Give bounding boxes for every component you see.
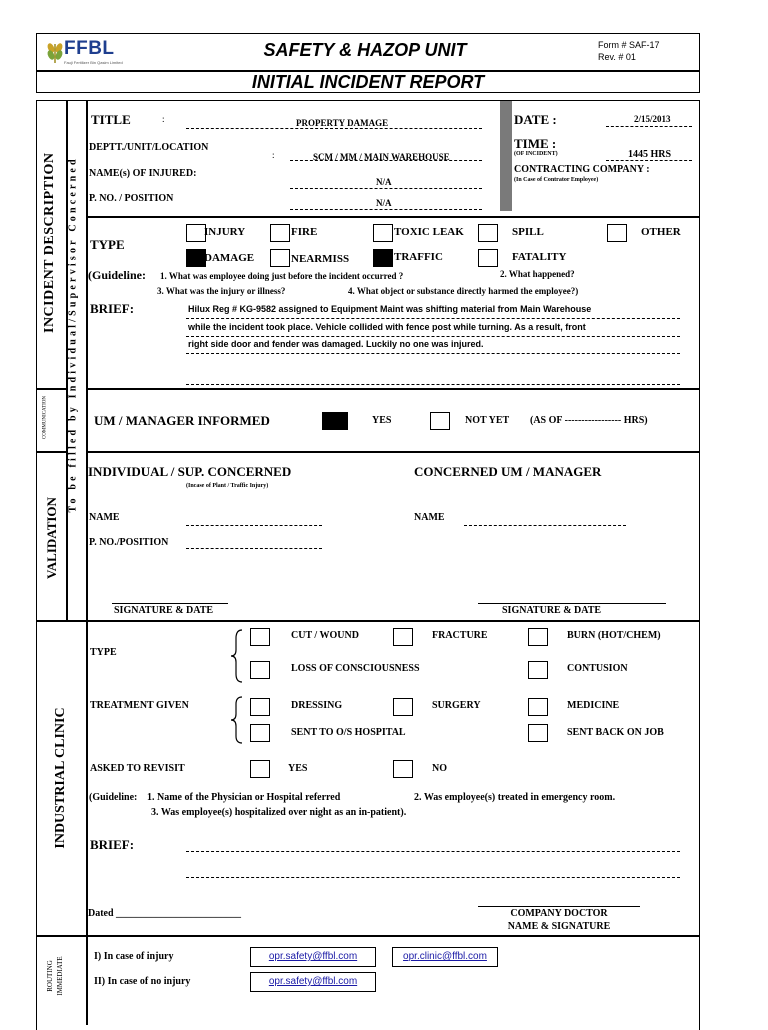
toxic-leak-label: TOXIC LEAK xyxy=(394,226,464,238)
guideline-label: (Guideline: xyxy=(88,268,147,282)
validation-name-left-underline xyxy=(186,525,322,526)
report-title: INITIAL INCIDENT REPORT xyxy=(251,72,485,92)
fatality-label: FATALITY xyxy=(512,251,567,263)
spill-checkbox[interactable] xyxy=(478,224,498,242)
pno-label: P. NO. / POSITION xyxy=(89,193,174,204)
brief-underline-4 xyxy=(186,384,680,385)
form-frame xyxy=(36,100,700,1030)
logo-subtext: Fauji Fertilizer Bin Qasim Limited xyxy=(64,60,123,65)
other-checkbox[interactable] xyxy=(607,224,627,242)
time-sub: (OF INCIDENT) xyxy=(514,151,558,157)
surgery-label: SURGERY xyxy=(432,700,481,711)
sent-back-on-job-label: SENT BACK ON JOB xyxy=(567,727,664,738)
brief-line-3: right side door and fender was damaged. Luckily no one was injured. xyxy=(188,339,484,349)
clinic-brief-underline-2 xyxy=(186,877,680,878)
incident-description-label: INCIDENT DESCRIPTION xyxy=(42,152,57,333)
section-divider-2 xyxy=(36,388,66,390)
clinic-brief-underline-1 xyxy=(186,851,680,852)
industrial-clinic-label: INDUSTRIAL CLINIC xyxy=(53,707,68,849)
individual-concerned-sub: (Incase of Plant / Traffic Injury) xyxy=(186,483,269,489)
revisit-yes-checkbox[interactable] xyxy=(250,760,270,778)
individual-concerned-label: INDIVIDUAL / SUP. CONCERNED xyxy=(88,464,292,479)
clinic-guideline-3: 3. Was employee(s) hospitalized over night as an in-patient). xyxy=(151,807,407,818)
spill-label: SPILL xyxy=(512,226,544,238)
injured-label: NAME(s) OF INJURED: xyxy=(89,168,197,179)
cut-wound-label: CUT / WOUND xyxy=(291,630,359,641)
signature-left-label: SIGNATURE & DATE xyxy=(114,605,214,616)
validation-name-right-label: NAME xyxy=(414,512,445,523)
traffic-label: TRAFFIC xyxy=(394,251,443,263)
guideline-q3: 3. What was the injury or illness? xyxy=(157,286,286,296)
brief-underline-2 xyxy=(186,336,680,337)
type-label: TYPE xyxy=(90,237,125,252)
side-column-divider-2 xyxy=(86,100,88,620)
validation-label: VALIDATION xyxy=(44,497,59,579)
dept-label: DEPTT./UNIT/LOCATION xyxy=(89,142,209,153)
validation-pno-underline xyxy=(186,548,322,549)
sent-to-hospital-label: SENT TO O/S HOSPITAL xyxy=(291,727,406,738)
fatality-checkbox[interactable] xyxy=(478,249,498,267)
manager-informed-as-of-label: (AS OF ----------------- HRS) xyxy=(530,415,648,426)
title-value: PROPERTY DAMAGE xyxy=(296,118,389,128)
fracture-checkbox[interactable] xyxy=(393,628,413,646)
fire-checkbox[interactable] xyxy=(270,224,290,242)
contracting-sub: (In Case of Contrator Employee) xyxy=(514,177,599,183)
contracting-label: CONTRACTING COMPANY : xyxy=(514,164,650,175)
wheat-logo-icon xyxy=(44,38,66,64)
form-number: Form # SAF-17 xyxy=(598,40,660,50)
validation-name-left-label: NAME xyxy=(89,512,120,523)
company-doctor-sub: NAME & SIGNATURE xyxy=(507,921,611,932)
injured-value: N/A xyxy=(376,177,392,187)
brief-underline-3 xyxy=(186,353,680,354)
validation-pno-label: P. NO./POSITION xyxy=(89,537,169,548)
immediate-label: IMMEDIATE xyxy=(56,956,64,996)
clinic-guideline-label: (Guideline: xyxy=(89,792,138,803)
medicine-checkbox[interactable] xyxy=(528,698,548,716)
injured-underline xyxy=(290,188,482,189)
date-value: 2/15/2013 xyxy=(634,114,671,124)
treatment-brace-icon xyxy=(230,695,244,745)
dated-label: Dated _________________________ xyxy=(88,908,242,919)
sent-to-hospital-checkbox[interactable] xyxy=(250,724,270,742)
time-underline xyxy=(606,160,692,161)
email-safety-link[interactable]: opr.safety@ffbl.com xyxy=(250,947,376,967)
surgery-checkbox[interactable] xyxy=(393,698,413,716)
dept-value: SCM / MM / MAIN WAREHOUSE xyxy=(313,152,450,162)
loss-of-consciousness-label: LOSS OF CONSCIOUSNESS xyxy=(291,663,420,674)
fire-label: FIRE xyxy=(291,226,318,238)
burn-checkbox[interactable] xyxy=(528,628,548,646)
brief-underline-1 xyxy=(186,318,680,319)
dressing-label: DRESSING xyxy=(291,700,343,711)
dept-colon: : xyxy=(272,150,275,160)
loss-of-consciousness-checkbox[interactable] xyxy=(250,661,270,679)
signature-right-line xyxy=(478,603,666,604)
clinic-brief-label: BRIEF: xyxy=(90,837,135,852)
doctor-signature-line xyxy=(478,906,640,907)
clinic-side-divider xyxy=(86,620,88,935)
date-grey-bar xyxy=(500,101,512,211)
section-divider-2b xyxy=(86,388,700,390)
traffic-checkbox[interactable] xyxy=(373,249,393,267)
section-divider-3b xyxy=(86,451,700,453)
medicine-label: MEDICINE xyxy=(567,700,620,711)
company-doctor-label: COMPANY DOCTOR xyxy=(510,908,608,919)
revisit-yes-label: YES xyxy=(288,763,308,774)
validation-name-right-underline xyxy=(464,525,626,526)
manager-informed-label: UM / MANAGER INFORMED xyxy=(94,413,270,428)
clinic-guideline-1: 1. Name of the Physician or Hospital referred xyxy=(147,792,341,803)
title-underline xyxy=(186,128,482,129)
date-label: DATE : xyxy=(514,112,557,127)
pno-value: N/A xyxy=(376,198,392,208)
unit-title: SAFETY & HAZOP UNIT xyxy=(263,40,467,60)
time-value: 1445 HRS xyxy=(628,149,672,160)
nearmiss-label: NEARMISS xyxy=(291,253,350,265)
fracture-label: FRACTURE xyxy=(432,630,488,641)
communication-label: COMMUNICATION xyxy=(42,395,48,440)
guideline-q2: 2. What happened? xyxy=(500,269,575,279)
section-divider-4 xyxy=(36,620,700,622)
title-colon: : xyxy=(162,114,165,124)
time-label: TIME : xyxy=(514,136,557,151)
brief-line-2: while the incident took place. Vehicle collided with fence post while turning. As a result, front xyxy=(188,322,586,332)
toxic-leak-checkbox[interactable] xyxy=(373,224,393,242)
concerned-manager-label: CONCERNED UM / MANAGER xyxy=(414,464,602,479)
revisit-no-label: NO xyxy=(432,763,447,774)
revision-number: Rev. # 01 xyxy=(598,52,636,62)
clinic-guideline-2: 2. Was employee(s) treated in emergency room. xyxy=(414,792,616,803)
title-label: TITLE xyxy=(91,112,131,127)
asked-to-revisit-label: ASKED TO REVISIT xyxy=(90,763,185,774)
company-logo xyxy=(44,36,134,68)
section-divider-3 xyxy=(36,451,66,453)
manager-informed-not-yet-checkbox[interactable] xyxy=(430,412,450,430)
guideline-q4: 4. What object or substance directly harmed the employee?) xyxy=(348,286,579,296)
date-underline xyxy=(606,126,692,127)
section-divider-1 xyxy=(86,216,700,218)
sent-back-on-job-checkbox[interactable] xyxy=(528,724,548,742)
signature-left-line xyxy=(112,603,228,604)
dressing-checkbox[interactable] xyxy=(250,698,270,716)
routing-injury-label: I) In case of injury xyxy=(94,951,174,962)
brief-label: BRIEF: xyxy=(90,301,135,316)
email-clinic-link[interactable]: opr.clinic@ffbl.com xyxy=(392,947,498,967)
contusion-label: CONTUSION xyxy=(567,663,628,674)
logo-text: FFBL xyxy=(64,38,115,59)
to-be-filled-label: To be filled by Individual/Supervisor Concerned xyxy=(67,156,79,513)
burn-label: BURN (HOT/CHEM) xyxy=(567,630,661,641)
signature-right-label: SIGNATURE & DATE xyxy=(502,605,602,616)
routing-label: ROUTING xyxy=(46,960,54,992)
nearmiss-checkbox[interactable] xyxy=(270,249,290,267)
section-divider-5 xyxy=(36,935,700,937)
contusion-checkbox[interactable] xyxy=(528,661,548,679)
injury-checkbox[interactable] xyxy=(186,224,206,242)
manager-informed-yes-label: YES xyxy=(372,415,392,426)
clinic-type-label: TYPE xyxy=(90,647,117,658)
manager-informed-not-yet-label: NOT YET xyxy=(465,415,510,426)
revisit-no-checkbox[interactable] xyxy=(393,760,413,778)
cut-wound-checkbox[interactable] xyxy=(250,628,270,646)
injury-label: INJURY xyxy=(204,226,246,238)
routing-no-injury-label: II) In case of no injury xyxy=(94,976,191,987)
other-label: OTHER xyxy=(641,226,681,238)
pno-underline xyxy=(290,209,482,210)
damage-checkbox[interactable] xyxy=(186,249,206,267)
type-brace-icon xyxy=(230,628,244,684)
email-safety-link-2[interactable]: opr.safety@ffbl.com xyxy=(250,972,376,992)
guideline-q1: 1. What was employee doing just before the incident occurred ? xyxy=(160,271,404,281)
dept-underline xyxy=(290,160,482,161)
treatment-given-label: TREATMENT GIVEN xyxy=(90,700,189,711)
brief-line-1: Hilux Reg # KG-9582 assigned to Equipment Maint was shifting material from Main Warehouse xyxy=(188,304,592,314)
manager-informed-yes-checkbox[interactable] xyxy=(322,412,348,430)
routing-side-divider xyxy=(86,935,88,1025)
damage-label: DAMAGE xyxy=(204,252,255,264)
